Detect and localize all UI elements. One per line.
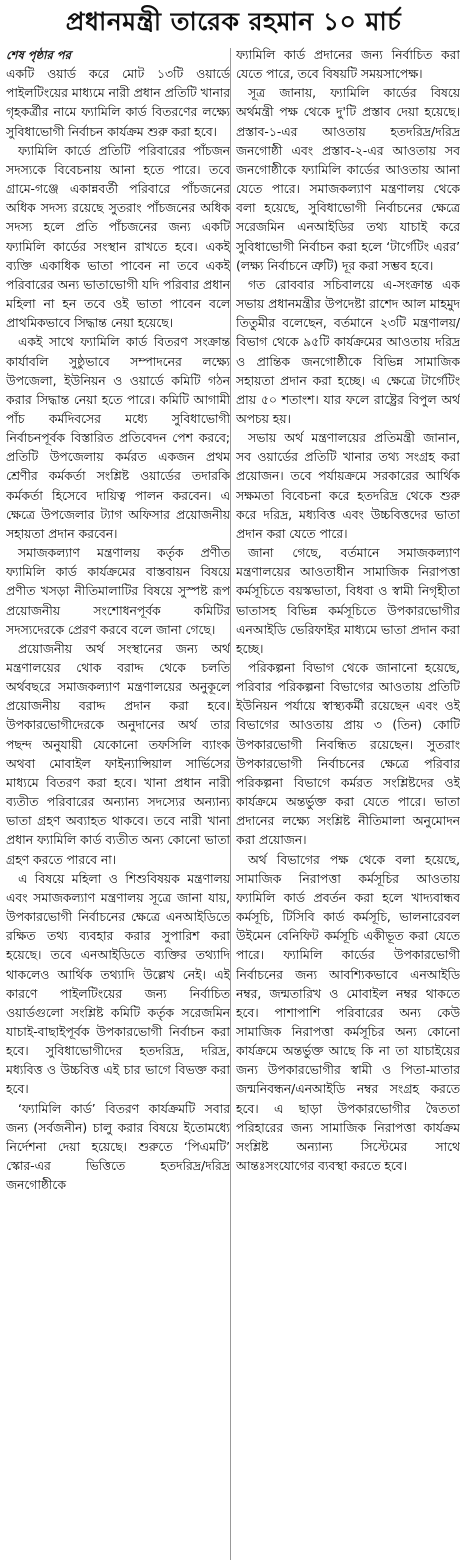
article-paragraph: প্রয়োজনীয় অর্থ সংস্থানের জন্য অর্থ মন্ত্রণালয়ের থোক বরাদ্দ থেকে চলতি অর্থবছরে সমাজকল্যাণ মন্ত্রণালয়ের অনুকূলে প্রয়োজনীয় বরাদ্দ প্রদান করা হবে। উপকারভোগীদেরকে অনুদানের অর্থ তার পছন্দ অনুযায়ী যেকোনো তফসিলি ব্যাংক অথবা মোবাইল ফাইন্যান্সিয়াল সার্ভিসের মাধ্যমে বিতরণ করা হবে। খানা প্রধান নারী ব্যতীত পরিবারের অন্যান্য সদস্যের অন্যান্য ভাতা গ্রহণ অব্যাহত থাকবে। তবে নারী খানা প্রধান ফ্যামিলি কার্ড ব্যতীত অন্য কোনো ভাতা গ্রহণ করতে পারবে না।: [6, 641, 230, 867]
article-paragraph: সভায় অর্থ মন্ত্রণালয়ের প্রতিমন্ত্রী জানান, সব ওয়ার্ডের প্রতিটি খানার তথ্য সংগ্রহ করা প্রয়োজন। তবে পর্যায়ক্রমে সরকারের আর্থিক সক্ষমতা বিবেচনা করে হতদরিদ্র থেকে শুরু করে দরিদ্র, মধ্যবিত্ত এবং উচ্চবিত্তদের ভাতা প্রদান করা যেতে পারে।: [236, 431, 460, 541]
article-paragraph: এ বিষয়ে মহিলা ও শিশুবিষয়ক মন্ত্রণালয় এবং সমাজকল্যাণ মন্ত্রণালয় সূত্রে জানা যায়, উপকারভোগী নির্বাচনের ক্ষেত্রে এনআইডিতে রক্ষিত তথ্য ব্যবহার করার সুপারিশ করা হয়েছে। তবে এনআইডিতে ব্যক্তির তথ্যাদি থাকলেও আর্থিক তথ্যাদি উল্লেখ নেই। এই কারণে পাইলটিংয়ের জন্য নির্বাচিত ওয়ার্ডগুলো সংশ্লিষ্ট কমিটি কর্তৃক সরেজমিন যাচাই-বাছাইপূর্বক উপকারভোগী নির্বাচন করা হবে। সুবিধাভোগীদের হতদরিদ্র, দরিদ্র, মধ্যবিত্ত ও উচ্চবিত্ত এই চার ভাগে বিভক্ত করা হবে।: [6, 871, 230, 1097]
article-headline: প্রধানমন্ত্রী তারেক রহমান ১০ মার্চ: [65, 7, 402, 36]
continued-from-label: শেষ পৃষ্ঠার পর: [6, 48, 71, 62]
column-divider: [230, 48, 231, 1560]
article-paragraph: পরিকল্পনা বিভাগ থেকে জানানো হয়েছে, পরিবার পরিকল্পনা বিভাগের আওতায় প্রতিটি ইউনিয়ন পর্যায়ে স্বাস্থ্যকর্মী রয়েছেন এবং ওই বিভাগের আওতায় প্রায় ৩ (তিন) কোটি উপকারভোগী নিবন্ধিত রয়েছেন। সুতরাং উপকারভোগী নির্বাচনের ক্ষেত্রে পরিবার পরিকল্পনা বিভাগে কর্মরত সংশ্লিষ্টদের ওই কার্যক্রমে অন্তর্ভুক্ত করা যেতে পারে। ভাতা প্রদানের লক্ষ্যে সংশ্লিষ্ট নীতিমালা অনুমোদন করা প্রয়োজন।: [236, 661, 460, 848]
article-paragraph: ফ্যামিলি কার্ডে প্রতিটি পরিবারের পাঁচজন সদস্যকে বিবেচনায় আনা হতে পারে। তবে গ্রামে-গঞ্জে একান্নবর্তী পরিবারে পাঁচজনের অধিক সদস্য রয়েছে সুতরাং পাঁচজনের অধিক সদস্য হলে প্রতি পাঁচজনের জন্য একটি ফ্যামিলি কার্ডের সংস্থান রাখতে হবে। একই ব্যক্তি একাধিক ভাতা পাবেন না তবে একই পরিবারের অন্য ভাতাভোগী যদি পরিবার প্রধান মহিলা না হন তবে ওই ভাতা পাবেন বলে প্রাথমিকভাবে সিদ্ধান্ত নেয়া হয়েছে।: [6, 143, 230, 331]
article-paragraph: জানা গেছে, বর্তমানে সমাজকল্যাণ মন্ত্রণালয়ের আওতাধীন সামাজিক নিরাপত্তা কর্মসূচিতে বয়স্কভাতা, বিধবা ও স্বামী নিগৃহীতা ভাতাসহ বিভিন্ন কর্মসূচিতে উপকারভোগীর এনআইডি ভেরিফাইর মাধ্যমে ভাতা প্রদান করা হচ্ছে।: [236, 546, 460, 656]
article-paragraph: গত রোববার সচিবালয়ে এ-সংক্রান্ত এক সভায় প্রধানমন্ত্রীর উপদেষ্টা রাশেদ আল মাহমুদ তিতুমীর বলেছেন, বর্তমানে ২৩টি মন্ত্রণালয়/বিভাগ থেকে ৯৫টি কার্যক্রমের আওতায় দরিদ্র ও প্রান্তিক জনগোষ্ঠীকে বিভিন্ন সামাজিক সহায়তা প্রদান করা হচ্ছে। এ ক্ষেত্রে টার্গেটিং প্রায় ৫০ শতাংশ। যার ফলে রাষ্ট্রের বিপুল অর্থ অপচয় হয়।: [236, 277, 460, 426]
article-paragraph: ‘ফ্যামিলি কার্ড’ বিতরণ কার্যক্রমটি সবার জন্য (সর্বজনীন) চালু করার বিষয়ে ইতোমধ্যে নির্দেশনা দেয়া হয়েছে। শুরুতে ‘পিএমটি’ স্কোর-এর ভিত্তিতে হতদরিদ্র/দরিদ্র জনগোষ্ঠীকে: [6, 1101, 230, 1193]
article-paragraph: সমাজকল্যাণ মন্ত্রণালয় কর্তৃক প্রণীত ফ্যামিলি কার্ড কার্যক্রমের বাস্তবায়ন বিষয়ে প্রণীত খসড়া নীতিমালাটির বিষয়ে সুস্পষ্ট রূপ প্রয়োজনীয় সংশোধনপূর্বক কমিটির সদস্যদেরকে প্রেরণ করবে বলে জানা গেছে।: [6, 546, 230, 637]
article-paragraph: সূত্র জানায়, ফ্যামিলি কার্ডের বিষয়ে অর্থমন্ত্রী পক্ষ থেকে দু'টি প্রস্তাব দেয়া হয়েছে। প্রস্তাব-১-এর আওতায় হতদরিদ্র/দরিদ্র জনগোষ্ঠী এবং প্রস্তাব-২-এর আওতায় সব জনগোষ্ঠীকে ফ্যামিলি কার্ডের আওতায় আনা যেতে পারে। সমাজকল্যাণ মন্ত্রণালয় থেকে বলা হয়েছে, সুবিধাভোগী নির্বাচনের ক্ষেত্রে সরেজমিন এনআইডির তথ্য যাচাই করে সুবিধাভোগী নির্বাচন করা হলে ‘টার্গেটিং এরর’ (লক্ষ্য নির্বাচনে ত্রুটি) দূর করা সম্ভব হবে।: [236, 86, 460, 273]
article-paragraph: ফ্যামিলি কার্ড প্রদানের জন্য নির্বাচিত করা যেতে পারে, তবে বিষয়টি সময়সাপেক্ষ।: [236, 48, 460, 82]
article-left-column: [6, 46, 230, 1564]
article-paragraph: অর্থ বিভাগের পক্ষ থেকে বলা হয়েছে, সামাজিক নিরাপত্তা কর্মসূচির আওতায় ফ্যামিলি কার্ড প্রবর্তন করা হলে খাদ্যবান্ধব কর্মসূচি, টিসিবি কার্ড কর্মসূচি, ভালনারেবল উইমেন বেনিফিট কর্মসূচি একীভূত করা যেতে পারে। ফ্যামিলি কার্ডের উপকারভোগী নির্বাচনের জন্য আবশ্যিকভাবে এনআইডি নম্বর, জন্মতারিখ ও মোবাইল নম্বর থাকতে হবে। পাশাপাশি পরিবারের অন্য কেউ সামাজিক নিরাপত্তা কর্মসূচির অন্য কোনো কার্যক্রমে অন্তর্ভুক্ত আছে কি না তা যাচাইয়ের জন্য উপকারভোগীর স্বামী ও পিতা-মাতার জন্মনিবন্ধন/এনআইডি নম্বর সংগ্রহ করতে হবে। এ ছাড়া উপকারভোগীর দ্বৈততা পরিহারের জন্য সামাজিক নিরাপত্তা কার্যক্রম সংশ্লিষ্ট অন্যান্য সিস্টেমের সাথে আন্তঃসংযোগের ব্যবস্থা করতে হবে।: [236, 852, 460, 1174]
article-paragraph: একই সাথে ফ্যামিলি কার্ড বিতরণ সংক্রান্ত কার্যাবলি সুষ্ঠুভাবে সম্পাদনের লক্ষ্যে উপজেলা, ইউনিয়ন ও ওয়ার্ডে কমিটি গঠন করার সিদ্ধান্ত নেয়া হতে পারে। কমিটি আগামী পাঁচ কর্মদিবসের মধ্যে সুবিধাভোগী নির্বাচনপূর্বক বিস্তারিত প্রতিবেদন পেশ করবে; প্রতিটি উপজেলায় কর্মরত একজন প্রথম শ্রেণীর কর্মকর্তা সংশ্লিষ্ট ওয়ার্ডের তদারকি কর্মকর্তা হিসেবে দায়িত্ব পালন করবেন। এ ক্ষেত্রে উপজেলার ট্যাগ অফিসার প্রয়োজনীয় সহায়তা প্রদান করবেন।: [6, 335, 230, 541]
article-paragraph: একটি ওয়ার্ড করে মোট ১৩টি ওয়ার্ডে পাইলটিংয়ের মাধ্যমে নারী প্রধান প্রতিটি খানার গৃহকর্ত্রীর নামে ফ্যামিলি কার্ড বিতরণের লক্ষ্যে সুবিধাভোগী নির্বাচন কার্যক্রম শুরু করা হবে।: [6, 67, 230, 139]
article-right-column: [236, 46, 460, 1564]
